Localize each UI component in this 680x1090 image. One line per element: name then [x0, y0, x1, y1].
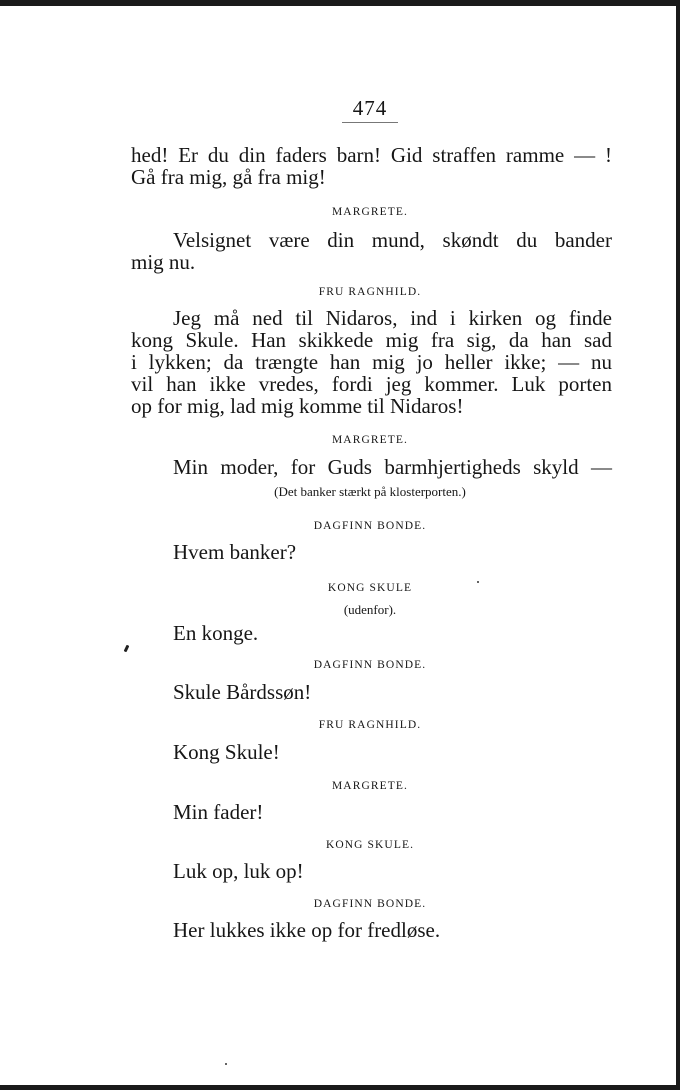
scan-border-top	[0, 0, 680, 6]
text-line: op for mig, lad mig komme til Nidaros!	[131, 394, 464, 418]
text-line: Gå fra mig, gå fra mig!	[131, 165, 326, 189]
text-line: kong Skule. Han skikkede mig fra sig, da han sad	[131, 328, 612, 352]
text-line: hed! Er du din faders barn! Gid straffen ramme — !	[131, 143, 612, 167]
page-number-rule	[342, 122, 398, 123]
speaker-name: MARGRETE.	[331, 434, 409, 446]
text-line: Luk op, luk op!	[173, 859, 304, 883]
text-line: Min moder, for Guds barmhjertigheds skyld —	[173, 455, 612, 479]
stage-direction: (Det banker stærkt på klosterporten.)	[274, 484, 466, 499]
text-line: i lykken; da trængte han mig jo heller ikke; — nu	[131, 350, 612, 374]
text-line: mig nu.	[131, 250, 196, 274]
speaker-name: FRU RAGNHILD.	[318, 286, 422, 298]
text-line: vil han ikke vredes, fordi jeg kommer. Luk porten	[131, 372, 612, 396]
text-line: Min fader!	[173, 800, 264, 824]
speaker-name: DAGFINN BONDE.	[313, 659, 427, 671]
scan-border-bottom	[0, 1085, 680, 1090]
speaker-name: KONG SKULE.	[325, 839, 415, 851]
text-line: Her lukkes ikke op for fredløse.	[173, 918, 441, 942]
text-line: Velsignet være din mund, skøndt du bander	[173, 228, 612, 252]
text-line: Hvem banker?	[173, 540, 297, 564]
speaker-name: MARGRETE.	[331, 780, 409, 792]
text-line: En konge.	[173, 621, 259, 645]
ink-mark	[124, 645, 130, 653]
speaker-name: MARGRETE.	[331, 206, 409, 218]
speaker-name: KONG SKULE	[327, 582, 413, 594]
ink-speck	[225, 1063, 227, 1065]
text-line: Skule Bårdssøn!	[173, 680, 312, 704]
scan-border-right	[676, 0, 680, 1090]
stage-direction: (udenfor).	[343, 602, 397, 617]
page-number: 474	[352, 96, 388, 120]
ink-speck	[477, 581, 479, 583]
speaker-name: FRU RAGNHILD.	[318, 719, 422, 731]
speaker-name: DAGFINN BONDE.	[313, 898, 427, 910]
text-line: Jeg må ned til Nidaros, ind i kirken og finde	[173, 306, 612, 330]
text-line: Kong Skule!	[173, 740, 280, 764]
speaker-name: DAGFINN BONDE.	[313, 520, 427, 532]
